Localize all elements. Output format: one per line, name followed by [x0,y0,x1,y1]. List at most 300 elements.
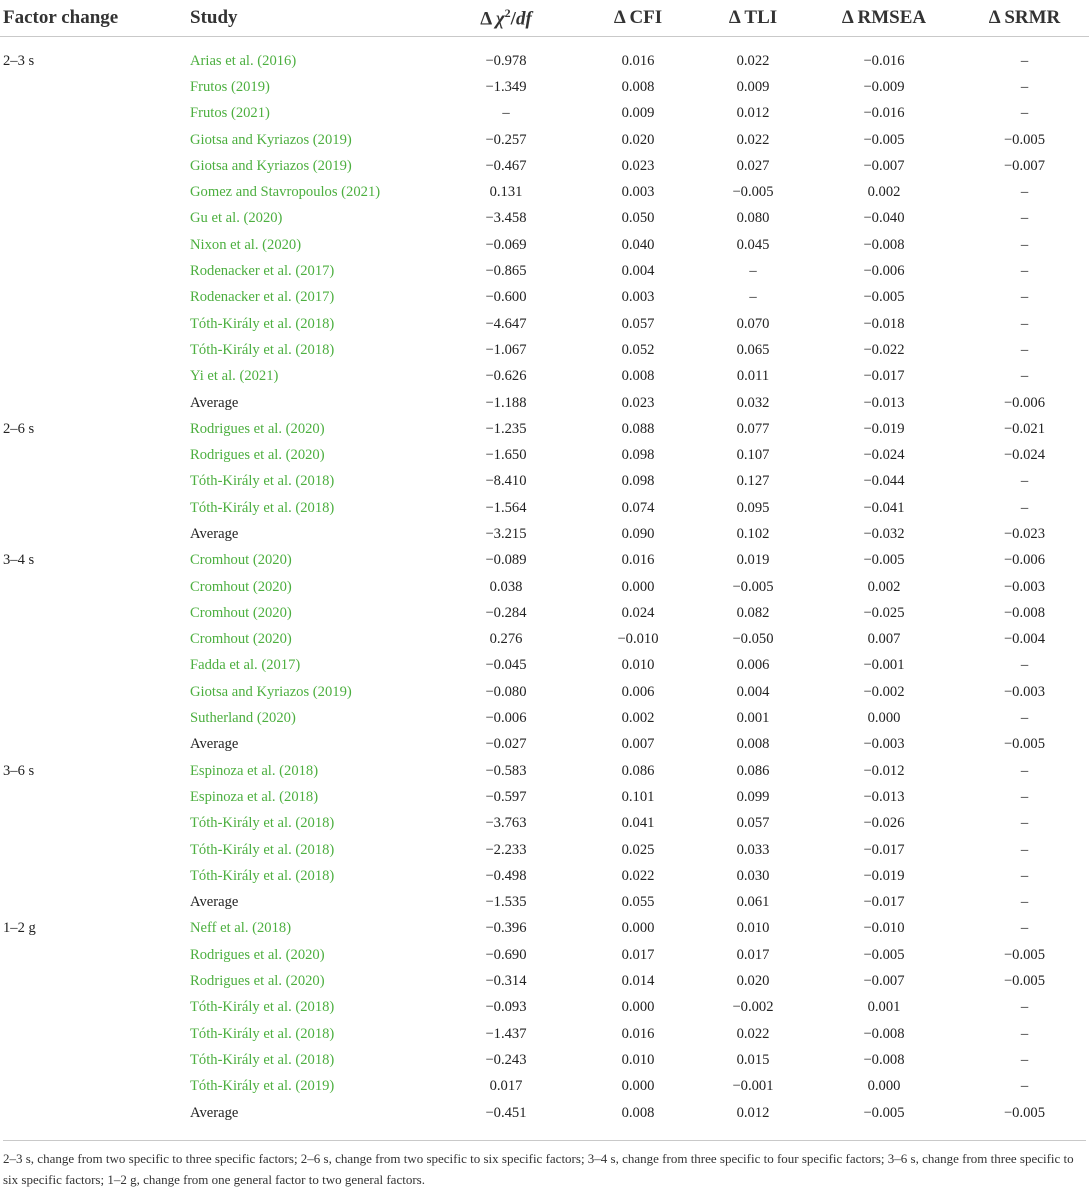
factor-change-cell [0,495,190,521]
value-rmsea: −0.025 [863,604,905,621]
value-tli: 0.099 [736,788,770,805]
study-citation [190,600,434,626]
study-author-link[interactable]: Rodrigues et al. ( [190,973,291,990]
study-citation [190,442,434,468]
value-srmr: – [1020,473,1029,490]
study-citation-close: ) [286,552,292,569]
factor-change-cell [0,679,190,705]
value-rmsea: 0.000 [867,1078,901,1095]
value-rmsea: −0.003 [863,736,905,753]
value-srmr: −0.005 [1003,1104,1046,1121]
table-row [0,837,1089,863]
value-chi: −0.089 [485,552,527,569]
value-tli: 0.080 [736,210,770,227]
value-srmr: −0.008 [1003,604,1046,621]
table-row [0,337,1089,363]
value-cfi: 0.098 [621,473,655,490]
value-srmr: −0.021 [1003,420,1046,437]
value-cfi: −0.010 [617,631,659,648]
value-chi: −0.006 [485,710,527,727]
study-author-link[interactable]: Tóth-Király et al. ( [190,473,301,490]
value-rmsea: 0.002 [867,184,901,201]
value-rmsea: −0.005 [863,1104,905,1121]
study-year-link[interactable]: 2017 [300,263,330,280]
table-row [0,679,1089,705]
study-year-link[interactable]: 2020 [290,420,320,437]
value-cfi: 0.010 [621,1051,655,1068]
value-tli: −0.002 [732,999,774,1016]
study-year-link[interactable]: 2018 [300,499,330,516]
study-author-link[interactable]: Gu et al. ( [190,210,249,227]
study-year-link[interactable]: 2018 [284,788,314,805]
value-cfi: 0.055 [621,894,655,911]
value-tli: −0.005 [732,578,774,595]
value-cfi: 0.101 [621,788,655,805]
value-rmsea: −0.010 [863,920,905,937]
table-row [0,179,1089,205]
value-chi: −0.626 [485,368,527,385]
value-rmsea: −0.016 [863,105,905,122]
factor-change-cell [0,469,190,495]
study-year-link[interactable]: 2020 [257,552,287,569]
value-cfi: 0.074 [621,499,655,516]
study-citation-close: ) [346,131,352,148]
value-chi: −0.045 [485,657,527,674]
value-tli: 0.022 [736,131,770,148]
value-chi: −8.410 [485,473,527,490]
study-citation-close: ) [273,368,279,385]
value-tli: 0.102 [736,525,770,542]
factor-change-cell [0,364,190,390]
study-citation [190,48,434,74]
value-cfi: 0.008 [621,368,655,385]
study-year-link[interactable]: 2017 [266,657,296,674]
table-row [0,1074,1089,1100]
value-cfi: 0.006 [621,683,655,700]
study-year-link[interactable]: 2020 [267,236,297,253]
value-rmsea: −0.022 [863,341,905,358]
value-rmsea: −0.016 [863,52,905,69]
table-row [0,74,1089,100]
value-chi: −1.564 [485,499,527,516]
study-citation [190,258,434,284]
factor-change-cell: 2–3 s [3,52,35,69]
value-srmr: −0.005 [1003,946,1046,963]
study-year-link[interactable]: 2020 [257,631,287,648]
study-year-link[interactable]: 2020 [290,447,320,464]
average-label: Average [190,894,239,911]
study-author-link[interactable]: Tóth-Király et al. ( [190,999,301,1016]
study-citation [190,1047,434,1073]
study-year-link[interactable]: 2019 [317,683,347,700]
study-author-link[interactable]: Giotsa and Kyriazos ( [190,157,318,174]
study-citation [190,942,434,968]
study-author-link[interactable]: Tóth-Király et al. ( [190,841,301,858]
table-footnote: 2–3 s, change from two specific to three specific factors; 2–6 s, change from two specific to six specific factors; 3–4 s, change from three specific to four specific factors; 3–6 s, change from three specific to six specific factors; 1–2 g, change from one general factor to two general factors. [3,1140,1086,1190]
value-rmsea: −0.017 [863,841,905,858]
value-rmsea: −0.017 [863,368,905,385]
value-cfi: 0.000 [621,1078,655,1095]
value-srmr: – [1020,710,1029,727]
factor-change-cell [0,574,190,600]
table-row [0,863,1089,889]
value-srmr: – [1020,762,1029,779]
value-tli: 0.077 [736,420,770,437]
study-year-link[interactable]: 2021 [346,184,376,201]
study-citation [190,627,434,653]
value-srmr: −0.005 [1003,736,1046,753]
value-chi: −0.080 [485,683,527,700]
study-citation-close: ) [296,236,302,253]
study-year-link[interactable]: 2020 [290,973,320,990]
value-tli: 0.082 [736,604,770,621]
study-citation [190,679,434,705]
study-citation [190,179,434,205]
study-author-link[interactable]: Arias et al. ( [190,52,263,69]
value-rmsea: −0.018 [863,315,905,332]
factor-change-cell [0,442,190,468]
value-tli: 0.061 [736,894,770,911]
study-citation-close: ) [329,341,335,358]
value-chi: −0.498 [485,867,527,884]
factor-change-cell [0,232,190,258]
table-row [0,995,1089,1021]
value-chi: −1.349 [485,78,527,95]
value-rmsea: 0.000 [867,710,901,727]
value-srmr: −0.006 [1003,394,1046,411]
table-row [0,48,1089,74]
study-author-link[interactable]: Sutherland ( [190,710,262,727]
value-chi: −0.257 [485,131,527,148]
value-rmsea: −0.026 [863,815,905,832]
study-author-link[interactable]: Giotsa and Kyriazos ( [190,683,318,700]
value-tli: 0.030 [736,867,770,884]
study-author-link[interactable]: Cromhout ( [190,604,258,621]
study-author-link[interactable]: Tóth-Király et al. ( [190,1025,301,1042]
value-cfi: 0.014 [621,973,655,990]
value-srmr: – [1020,184,1029,201]
value-cfi: 0.023 [621,157,655,174]
value-tli: 0.004 [736,683,770,700]
study-citation [190,1021,434,1047]
value-chi: – [502,105,510,122]
value-srmr: – [1020,315,1029,332]
study-citation [190,837,434,863]
study-citation [190,968,434,994]
value-tli: 0.012 [736,105,770,122]
study-author-link[interactable]: Frutos ( [190,78,236,95]
table-row [0,311,1089,337]
study-author-link[interactable]: Espinoza et al. ( [190,762,285,779]
study-citation-close: ) [329,1051,335,1068]
study-author-link[interactable]: Tóth-Király et al. ( [190,499,301,516]
study-year-link[interactable]: 2016 [262,52,292,69]
value-srmr: – [1020,815,1029,832]
value-chi: −3.763 [485,815,527,832]
table-row [0,968,1089,994]
factor-change-cell [0,811,190,837]
value-tli: 0.086 [736,762,770,779]
study-year-link[interactable]: 2019 [317,131,347,148]
study-year-link[interactable]: 2018 [300,315,330,332]
value-cfi: 0.086 [621,762,655,779]
study-citation [190,469,434,495]
study-citation-close: ) [286,920,292,937]
study-year-link[interactable]: 2018 [300,1051,330,1068]
factor-change-cell [0,521,190,547]
value-cfi: 0.057 [621,315,655,332]
value-rmsea: −0.024 [863,447,905,464]
study-year-link[interactable]: 2020 [257,604,287,621]
study-author-link[interactable]: Tóth-Király et al. ( [190,867,301,884]
value-srmr: −0.007 [1003,157,1046,174]
value-cfi: 0.024 [621,604,655,621]
study-year-link[interactable]: 2019 [235,78,265,95]
value-chi: −0.451 [485,1104,527,1121]
value-cfi: 0.088 [621,420,655,437]
value-cfi: 0.020 [621,131,655,148]
value-srmr: −0.023 [1003,525,1046,542]
value-chi: −1.535 [485,894,527,911]
factor-change-cell [0,127,190,153]
factor-change-cell: 2–6 s [3,420,35,437]
table-row [0,916,1089,942]
value-chi: −0.396 [485,920,527,937]
value-rmsea: 0.001 [867,999,901,1016]
study-citation-close: ) [329,1078,335,1095]
value-chi: −0.978 [485,52,527,69]
table-row [0,653,1089,679]
study-author-link[interactable]: Fadda et al. ( [190,657,267,674]
value-tli: 0.127 [736,473,770,490]
study-author-link[interactable]: Cromhout ( [190,631,258,648]
table-row [0,627,1089,653]
table-row [0,574,1089,600]
value-tli: 0.006 [736,657,770,674]
study-year-link[interactable]: 2018 [284,762,314,779]
value-chi: −4.647 [485,315,527,332]
factor-change-cell [0,600,190,626]
study-author-link[interactable]: Neff et al. ( [190,920,257,937]
study-citation-close: ) [346,683,352,700]
value-srmr: – [1020,999,1029,1016]
study-author-link[interactable]: Tóth-Király et al. ( [190,1078,301,1095]
value-tli: 0.107 [736,447,770,464]
average-row [0,732,1089,758]
average-label: Average [190,1104,239,1121]
value-tli: 0.019 [736,552,770,569]
value-chi: 0.131 [489,184,523,201]
study-author-link[interactable]: Gomez and Stavropoulos ( [190,184,347,201]
factor-change-cell [0,1021,190,1047]
value-chi: −1.437 [485,1025,527,1042]
value-tli: 0.045 [736,236,770,253]
study-author-link[interactable]: Rodrigues et al. ( [190,447,291,464]
study-citation [190,758,434,784]
value-cfi: 0.000 [621,920,655,937]
table-row [0,258,1089,284]
study-year-link[interactable]: 2021 [235,105,265,122]
header-delta-srmr: Δ SRMR [960,0,1089,37]
value-rmsea: −0.006 [863,263,905,280]
study-year-link[interactable]: 2021 [244,368,274,385]
study-citation [190,995,434,1021]
study-author-link[interactable]: Tóth-Király et al. ( [190,315,301,332]
study-year-link[interactable]: 2020 [261,710,291,727]
study-citation-close: ) [319,420,325,437]
study-citation-close: ) [286,631,292,648]
study-citation [190,548,434,574]
study-author-link[interactable]: Cromhout ( [190,552,258,569]
value-chi: 0.017 [489,1078,523,1095]
value-cfi: 0.041 [621,815,655,832]
factor-change-cell: 1–2 g [3,920,36,937]
table-row [0,548,1089,574]
value-chi: −3.215 [485,525,527,542]
value-tli: 0.020 [736,973,770,990]
value-tli: 0.057 [736,815,770,832]
study-citation [190,74,434,100]
study-citation-close: ) [329,289,335,306]
study-year-link[interactable]: 2019 [317,157,347,174]
study-citation-close: ) [265,105,270,122]
value-chi: −2.233 [485,841,527,858]
study-citation-close: ) [375,184,381,201]
factor-change-cell [0,627,190,653]
value-srmr: −0.003 [1003,683,1046,700]
average-row [0,1100,1089,1126]
value-rmsea: −0.012 [863,762,905,779]
value-srmr: – [1020,920,1029,937]
study-citation [190,337,434,363]
factor-change-cell [0,206,190,232]
table-row [0,101,1089,127]
study-year-link[interactable]: 2018 [300,999,330,1016]
study-citation-close: ) [295,657,301,674]
study-citation-close: ) [286,578,292,595]
study-citation-close: ) [319,946,325,963]
study-year-link[interactable]: 2018 [300,867,330,884]
study-citation-close: ) [329,473,335,490]
value-cfi: 0.016 [621,552,655,569]
value-tli: −0.001 [732,1078,774,1095]
value-rmsea: −0.007 [863,157,905,174]
study-citation [190,705,434,731]
study-year-link[interactable]: 2018 [257,920,287,937]
table-row [0,600,1089,626]
value-chi: −0.467 [485,157,527,174]
table-row [0,705,1089,731]
value-cfi: 0.004 [621,263,655,280]
study-year-link[interactable]: 2018 [300,815,330,832]
study-citation-close: ) [291,52,297,69]
table-row [0,1021,1089,1047]
table-row [0,758,1089,784]
study-author-link[interactable]: Frutos ( [190,105,236,122]
study-year-link[interactable]: 2018 [300,841,330,858]
factor-change-cell [0,258,190,284]
value-srmr: – [1020,867,1029,884]
study-citation [190,416,434,442]
study-citation-close: ) [313,762,319,779]
study-citation-close: ) [329,815,335,832]
value-chi: −1.235 [485,420,527,437]
value-cfi: 0.040 [621,236,655,253]
study-citation [190,127,434,153]
study-citation [190,101,434,127]
value-chi: −0.027 [485,736,527,753]
study-year-link[interactable]: 2018 [300,473,330,490]
factor-change-cell [0,1074,190,1100]
study-year-link[interactable]: 2019 [300,1078,330,1095]
table-row [0,153,1089,179]
value-cfi: 0.008 [621,78,655,95]
factor-change-cell [0,705,190,731]
study-author-link[interactable]: Rodrigues et al. ( [190,420,291,437]
study-author-link[interactable]: Nixon et al. ( [190,236,268,253]
value-srmr: – [1020,841,1029,858]
factor-change-cell [0,285,190,311]
table-body [0,48,1089,1126]
value-tli: 0.032 [736,394,770,411]
value-chi: −3.458 [485,210,527,227]
value-chi: 0.038 [489,578,523,595]
study-author-link[interactable]: Cromhout ( [190,578,258,595]
study-year-link[interactable]: 2018 [300,1025,330,1042]
header-delta-tli: Δ TLI [698,0,808,37]
study-year-link[interactable]: 2017 [300,289,330,306]
study-citation [190,1074,434,1100]
factor-change-cell [0,390,190,416]
study-year-link[interactable]: 2020 [257,578,287,595]
value-rmsea: −0.005 [863,289,905,306]
value-srmr: – [1020,52,1029,69]
value-chi: 0.276 [489,631,523,648]
study-author-link[interactable]: Rodenacker et al. ( [190,263,301,280]
study-author-link[interactable]: Tóth-Király et al. ( [190,341,301,358]
value-rmsea: −0.040 [863,210,905,227]
study-citation-close: ) [286,604,292,621]
study-author-link[interactable]: Tóth-Király et al. ( [190,1051,301,1068]
value-srmr: – [1020,894,1029,911]
study-year-link[interactable]: 2020 [290,946,320,963]
study-citation [190,574,434,600]
value-tli: 0.022 [736,1025,770,1042]
study-citation-close: ) [290,710,296,727]
table-row [0,942,1089,968]
study-citation-close: ) [329,999,335,1016]
value-rmsea: −0.019 [863,867,905,884]
value-cfi: 0.016 [621,1025,655,1042]
value-srmr: – [1020,499,1029,516]
study-author-link[interactable]: Rodenacker et al. ( [190,289,301,306]
study-author-link[interactable]: Giotsa and Kyriazos ( [190,131,318,148]
study-author-link[interactable]: Yi et al. ( [190,368,245,385]
study-author-link[interactable]: Tóth-Király et al. ( [190,815,301,832]
study-author-link[interactable]: Rodrigues et al. ( [190,946,291,963]
value-cfi: 0.003 [621,289,655,306]
study-year-link[interactable]: 2020 [248,210,278,227]
value-rmsea: −0.009 [863,78,905,95]
value-tli: 0.012 [736,1104,770,1121]
study-year-link[interactable]: 2018 [300,341,330,358]
value-srmr: – [1020,368,1029,385]
study-author-link[interactable]: Espinoza et al. ( [190,788,285,805]
value-cfi: 0.016 [621,52,655,69]
study-citation-close: ) [329,841,335,858]
table-row [0,206,1089,232]
study-citation [190,311,434,337]
